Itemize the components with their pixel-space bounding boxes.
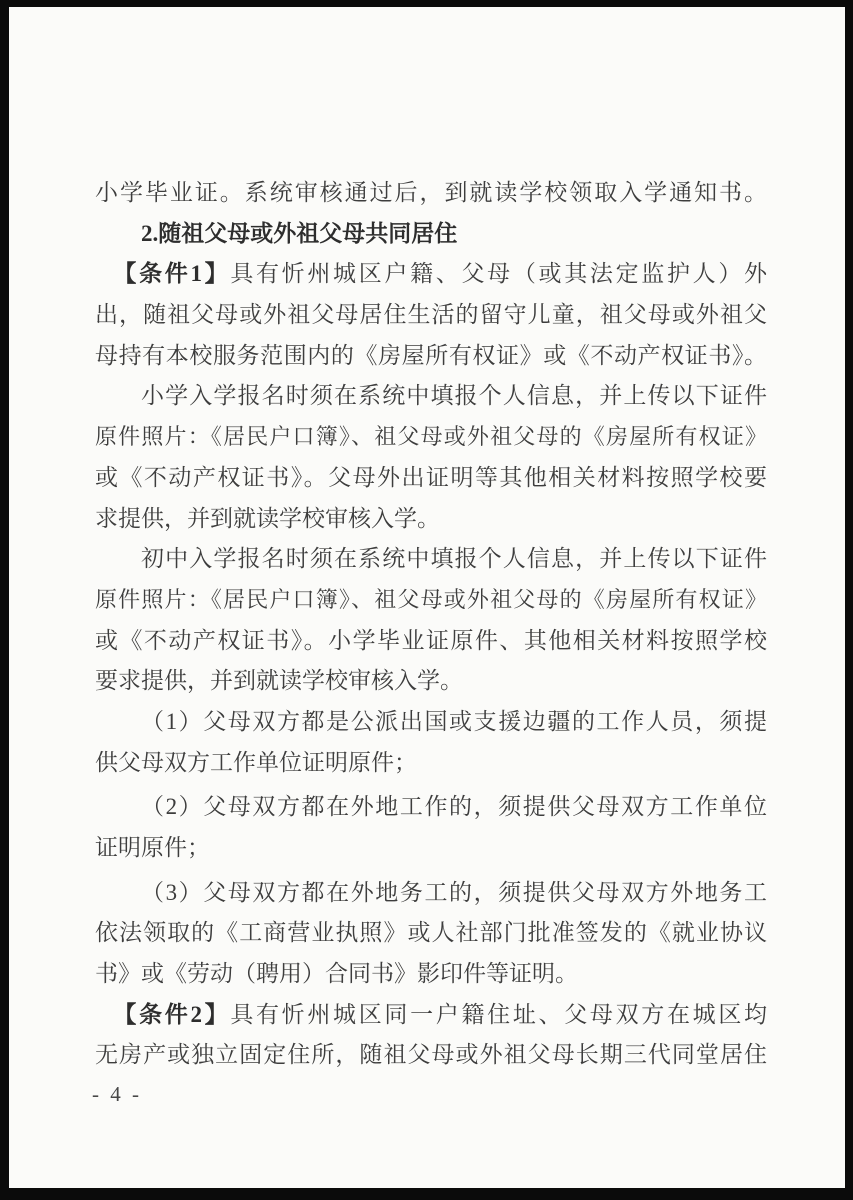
page-number: - 4 - (92, 1082, 142, 1106)
text-line: 原件照片：《居民户口簿》、祖父母或外祖父母的《房屋所有权证》 (95, 424, 767, 450)
text-line: 供父母双方工作单位证明原件； (95, 749, 417, 775)
text-line: 要求提供，并到就读学校审核入学。 (95, 668, 463, 694)
text-line: 依法领取的《工商营业执照》或人社部门批准签发的《就业协议 (95, 920, 767, 946)
text-line-item-3: （3）父母双方都在外地务工的，须提供父母双方外地务工 (141, 879, 767, 905)
text-line-condition-2 (95, 995, 767, 1036)
document-body (95, 173, 767, 1076)
text-line: 小学入学报名时须在系统中填报个人信息，并上传以下证件 (141, 383, 767, 409)
text-line: 或《不动产权证书》。父母外出证明等其他相关材料按照学校要 (95, 464, 767, 490)
text-line-condition-1 (95, 254, 767, 295)
text-run: 具有忻州城区同一户籍住址、父母双方在城区均 (230, 1001, 767, 1027)
text-line: 书》或《劳动（聘用）合同书》影印件等证明。 (95, 961, 578, 987)
section-heading: 2.随祖父母或外祖父母共同居住 (141, 220, 458, 246)
text-line-item-1: （1）父母双方都是公派出国或支援边疆的工作人员，须提 (141, 708, 767, 734)
text-line: 母持有本校服务范围内的《房屋所有权证》或《不动产权证书》。 (95, 342, 767, 368)
text-line: 无房产或独立固定住所，随祖父母或外祖父母长期三代同堂居住 (95, 1042, 767, 1068)
condition-2-label: 【条件2】 (113, 1001, 231, 1027)
condition-1-label: 【条件1】 (113, 261, 231, 287)
text-line: 原件照片：《居民户口簿》、祖父母或外祖父母的《房屋所有权证》 (95, 586, 767, 612)
text-line: 证明原件； (95, 835, 210, 860)
text-run: 具有忻州城区户籍、父母（或其法定监护人）外 (230, 261, 767, 287)
text-line: 初中入学报名时须在系统中填报个人信息，并上传以下证件 (141, 546, 767, 572)
text-line-item-2: （2）父母双方都在外地工作的，须提供父母双方工作单位 (141, 794, 767, 820)
text-line: 小学毕业证。系统审核通过后，到就读学校领取入学通知书。 (95, 180, 767, 205)
text-line: 或《不动产权证书》。小学毕业证原件、其他相关材料按照学校 (95, 627, 767, 653)
document-page (9, 7, 845, 1188)
text-line: 出，随祖父母或外祖父母居住生活的留守儿童，祖父母或外祖父 (95, 302, 767, 328)
text-line: 求提供，并到就读学校审核入学。 (95, 505, 440, 531)
